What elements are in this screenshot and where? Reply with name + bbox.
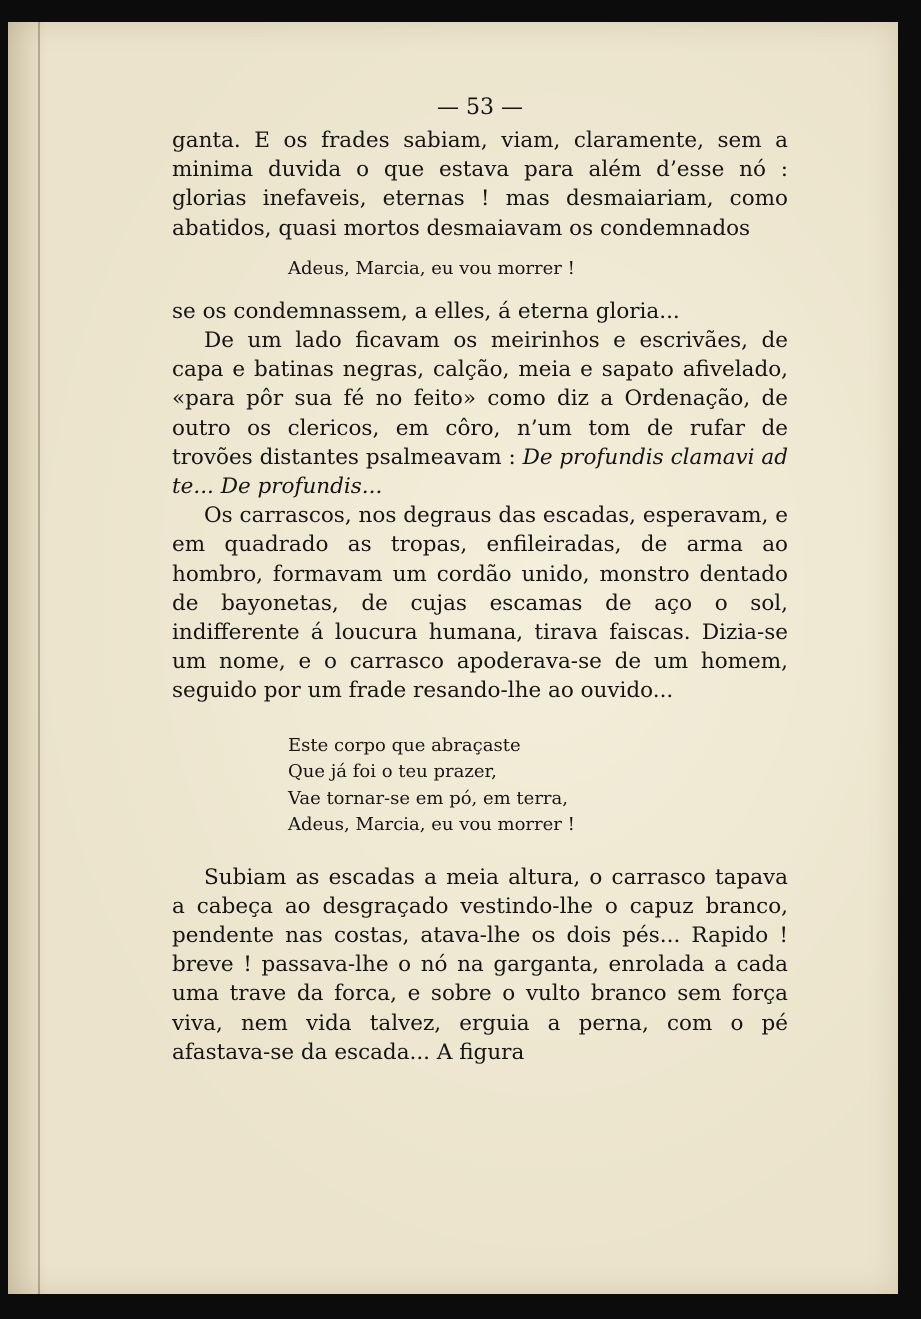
verse-line: Adeus, Marcia, eu vou morrer ! — [288, 814, 575, 836]
verse-line: Vae tornar-se em pó, em terra, — [288, 787, 568, 809]
binding-edge — [38, 22, 40, 1294]
text-block — [172, 90, 788, 1067]
verse-stanza — [288, 733, 788, 839]
verse-line: Este corpo que abraçaste — [288, 734, 521, 756]
latin-quote: De profundis clamavi ad te... De profundis... — [172, 444, 788, 500]
paragraph-1: ganta. E os frades sabiam, viam, claramente, sem a minima duvida o que estava para além d’esse nó : glorias inefaveis, eternas ! mas desmaiariam, como abatidos, quasi mortos desmaiavam os condemnados — [172, 128, 788, 241]
verse-line-adeus: Adeus, Marcia, eu vou morrer ! — [288, 257, 575, 279]
paragraph-3-text: De um lado ficavam os meirinhos e escrivães, de capa e batinas negras, calção, meia e sapato afivelado, «para pôr sua fé no feito» como diz a Ordenação, de outro os clericos, em côro, n’um tom de rufar de trovões distantes psalmeavam : — [172, 328, 788, 470]
page-number: — 53 — — [437, 95, 523, 120]
paragraph-3 — [172, 326, 788, 501]
paragraph-4: Os carrascos, nos degraus das escadas, esperavam, e em quadrado as tropas, enfileiradas, de arma ao hombro, formavam um cordão unido, monstro dentado de bayonetas, de cujas escamas de aço o sol, indifferente á loucura humana, tirava faiscas. Dizia-se um nome, e o carrasco apoderava-se de um homem, seguido por um frade resando-lhe ao ouvido... — [172, 503, 788, 704]
paper-sheet — [8, 22, 898, 1294]
paragraph-5: Subiam as escadas a meia altura, o carrasco tapava a cabeça ao desgraçado vestindo-lhe o capuz branco, pendente nas costas, atava-lhe os dois pés... Rapido ! breve ! passava-lhe o nó na garganta, enrolada a cada uma trave da forca, e sobre o vulto branco sem força viva, nem vida talvez, erguia a perna, com o pé afastava-se da escada... A figura — [172, 864, 788, 1065]
paragraph-2: se os condemnassem, a elles, á eterna gloria... — [172, 298, 680, 324]
verse-line: Que já foi o teu prazer, — [288, 761, 497, 783]
